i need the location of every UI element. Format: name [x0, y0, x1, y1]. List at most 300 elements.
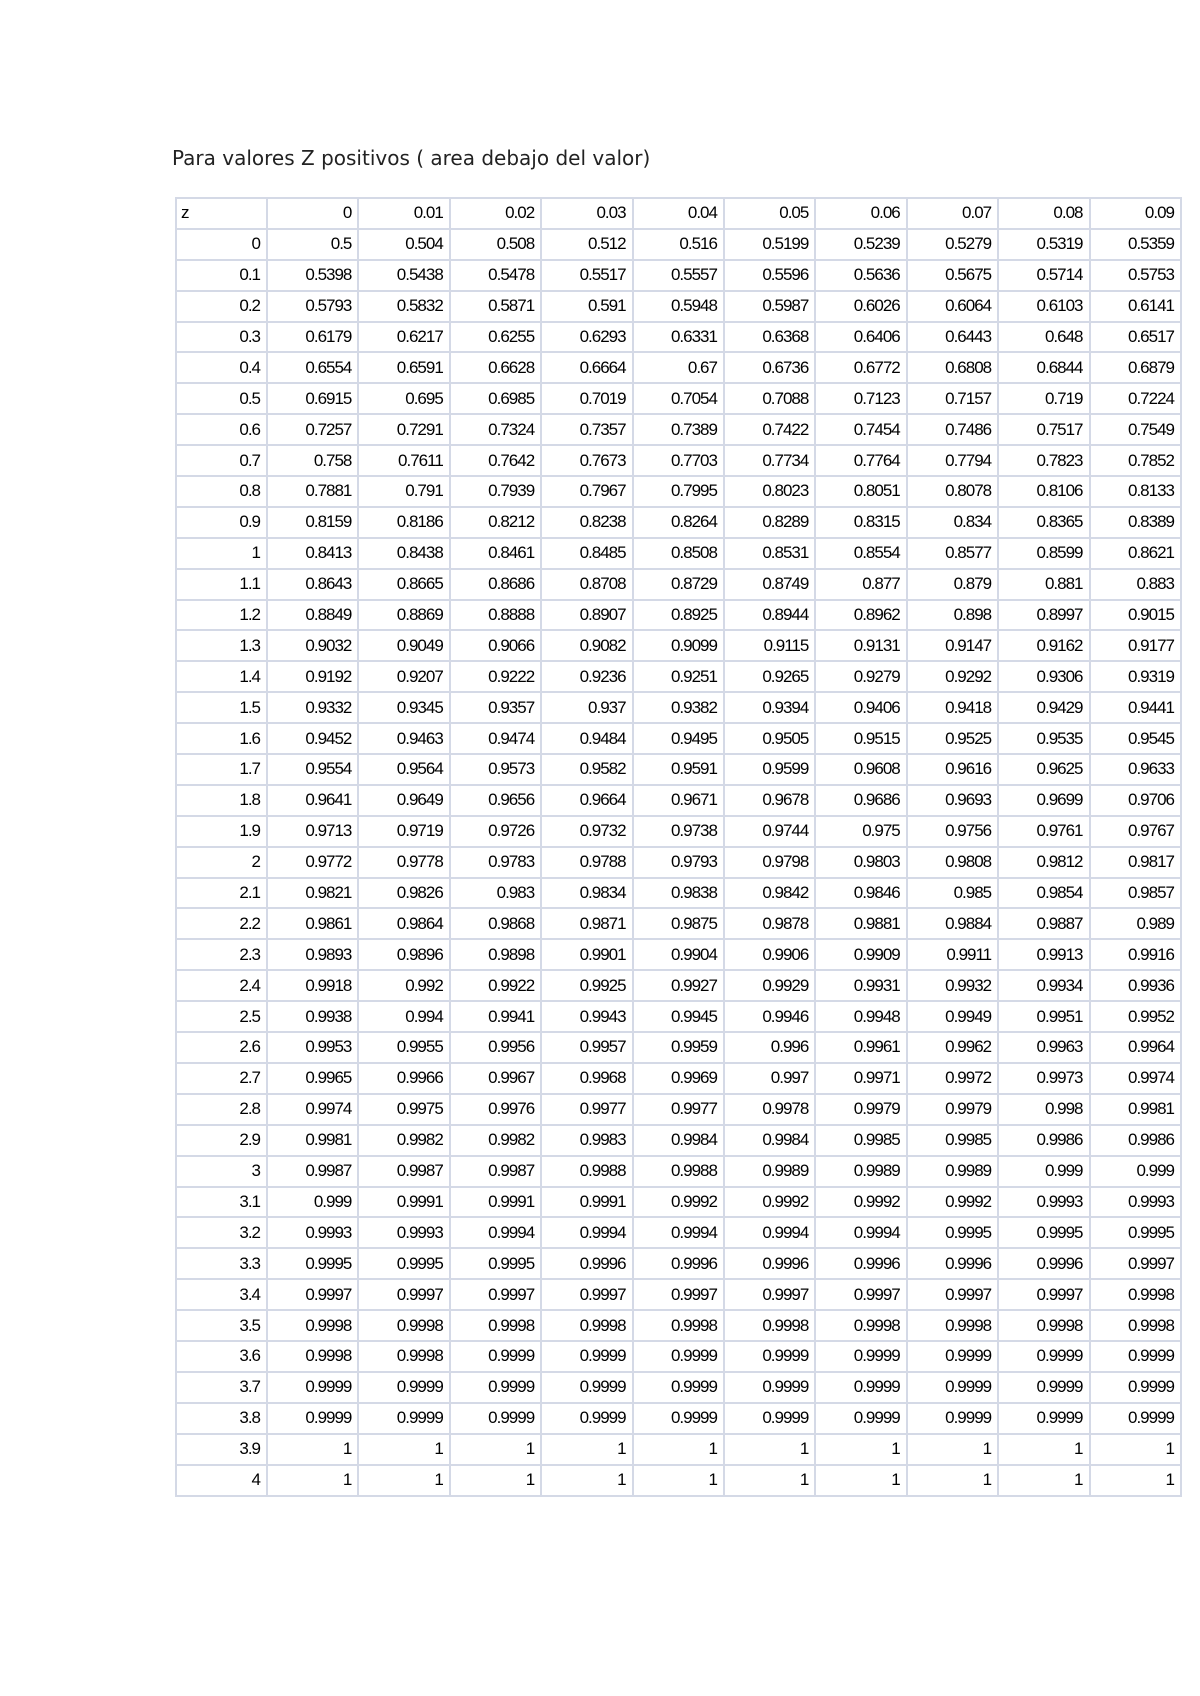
table-cell: 0.9633 [1090, 754, 1181, 785]
table-cell: 0.8365 [998, 507, 1089, 538]
table-cell: 0.9945 [633, 1001, 724, 1032]
table-cell: 0.6736 [724, 352, 815, 383]
table-cell: 0.9929 [724, 970, 815, 1001]
table-cell: 0.648 [998, 322, 1089, 353]
table-cell: 0.9251 [633, 661, 724, 692]
table-cell: 0.7088 [724, 383, 815, 414]
table-cell: 0.9192 [267, 661, 358, 692]
table-cell: 0.8686 [450, 569, 541, 600]
row-z-value: 0.6 [176, 414, 267, 445]
table-cell: 0.9991 [541, 1187, 632, 1218]
table-cell: 0.7517 [998, 414, 1089, 445]
table-cell: 0.9925 [541, 970, 632, 1001]
table-cell: 0.9951 [998, 1001, 1089, 1032]
table-cell: 0.8621 [1090, 538, 1181, 569]
table-cell: 0.9545 [1090, 723, 1181, 754]
table-cell: 0.8106 [998, 476, 1089, 507]
table-cell: 0.9974 [267, 1094, 358, 1125]
row-z-value: 1.3 [176, 630, 267, 661]
table-cell: 0.7454 [815, 414, 906, 445]
table-cell: 0.992 [358, 970, 449, 1001]
table-cell: 0.8238 [541, 507, 632, 538]
table-cell: 0.9988 [633, 1156, 724, 1187]
row-z-value: 2.3 [176, 939, 267, 970]
table-cell: 0.6443 [907, 322, 998, 353]
table-cell: 0.9985 [815, 1125, 906, 1156]
table-cell: 0.9956 [450, 1032, 541, 1063]
table-cell: 1 [541, 1434, 632, 1465]
table-cell: 0.9878 [724, 908, 815, 939]
row-z-value: 2 [176, 847, 267, 878]
table-cell: 0.9991 [450, 1187, 541, 1218]
table-cell: 0.8461 [450, 538, 541, 569]
table-cell: 0.6103 [998, 291, 1089, 322]
table-cell: 0.9976 [450, 1094, 541, 1125]
table-cell: 0.7734 [724, 445, 815, 476]
table-cell: 0.504 [358, 229, 449, 260]
table-row [176, 847, 1181, 878]
table-cell: 0.9941 [450, 1001, 541, 1032]
table-cell: 0.883 [1090, 569, 1181, 600]
table-cell: 0.9918 [267, 970, 358, 1001]
table-cell: 0.9495 [633, 723, 724, 754]
table-cell: 0.9279 [815, 661, 906, 692]
table-cell: 0.9616 [907, 754, 998, 785]
table-cell: 0.9906 [724, 939, 815, 970]
table-cell: 0.7881 [267, 476, 358, 507]
table-cell: 0.9999 [541, 1372, 632, 1403]
table-cell: 0.9996 [907, 1248, 998, 1279]
table-row [176, 1248, 1181, 1279]
table-cell: 0.508 [450, 229, 541, 260]
table-cell: 0.989 [1090, 908, 1181, 939]
table-cell: 0.7642 [450, 445, 541, 476]
table-cell: 0.9997 [724, 1279, 815, 1310]
table-cell: 0.7703 [633, 445, 724, 476]
row-z-value: 2.7 [176, 1063, 267, 1094]
table-cell: 0.9998 [907, 1310, 998, 1341]
table-cell: 0.9952 [1090, 1001, 1181, 1032]
table-cell: 0.9292 [907, 661, 998, 692]
row-z-value: 3.8 [176, 1403, 267, 1434]
table-cell: 0.879 [907, 569, 998, 600]
table-cell: 1 [815, 1465, 906, 1496]
table-cell: 0.9306 [998, 661, 1089, 692]
table-cell: 0.7673 [541, 445, 632, 476]
row-z-value: 4 [176, 1465, 267, 1496]
table-cell: 0.9963 [998, 1032, 1089, 1063]
table-row [176, 1465, 1181, 1496]
table-cell: 0.6141 [1090, 291, 1181, 322]
table-cell: 0.9429 [998, 692, 1089, 723]
table-cell: 0.9957 [541, 1032, 632, 1063]
row-z-value: 2.6 [176, 1032, 267, 1063]
table-cell: 0.9996 [998, 1248, 1089, 1279]
table-row [176, 352, 1181, 383]
table-cell: 0.9982 [450, 1125, 541, 1156]
table-cell: 0.9953 [267, 1032, 358, 1063]
table-cell: 0.8315 [815, 507, 906, 538]
table-cell: 0.9992 [907, 1187, 998, 1218]
table-row [176, 878, 1181, 909]
row-z-value: 0.2 [176, 291, 267, 322]
row-z-value: 1.6 [176, 723, 267, 754]
table-cell: 0.9964 [1090, 1032, 1181, 1063]
table-cell: 0.9999 [998, 1372, 1089, 1403]
table-cell: 0.9943 [541, 1001, 632, 1032]
table-cell: 0.994 [358, 1001, 449, 1032]
table-cell: 0.9854 [998, 878, 1089, 909]
table-cell: 0.5753 [1090, 260, 1181, 291]
table-cell: 0.9936 [1090, 970, 1181, 1001]
table-cell: 0.9996 [724, 1248, 815, 1279]
column-header: 0 [267, 198, 358, 229]
table-cell: 0.9999 [633, 1341, 724, 1372]
table-cell: 0.997 [724, 1063, 815, 1094]
table-cell: 0.9871 [541, 908, 632, 939]
row-z-value: 0.7 [176, 445, 267, 476]
table-cell: 0.9986 [998, 1125, 1089, 1156]
table-cell: 0.9857 [1090, 878, 1181, 909]
table-cell: 0.8944 [724, 600, 815, 631]
row-z-value: 3 [176, 1156, 267, 1187]
table-cell: 0.9066 [450, 630, 541, 661]
table-cell: 0.9982 [358, 1125, 449, 1156]
table-cell: 0.5239 [815, 229, 906, 260]
table-cell: 0.9999 [907, 1403, 998, 1434]
table-cell: 0.7995 [633, 476, 724, 507]
table-cell: 0.998 [998, 1094, 1089, 1125]
column-header: 0.02 [450, 198, 541, 229]
table-cell: 0.9955 [358, 1032, 449, 1063]
table-cell: 0.9984 [633, 1125, 724, 1156]
table-cell: 0.9999 [815, 1372, 906, 1403]
table-cell: 0.8554 [815, 538, 906, 569]
table-row [176, 630, 1181, 661]
row-z-value: 2.9 [176, 1125, 267, 1156]
table-cell: 0.9999 [267, 1372, 358, 1403]
table-cell: 0.9082 [541, 630, 632, 661]
table-cell: 0.9767 [1090, 816, 1181, 847]
table-cell: 1 [815, 1434, 906, 1465]
table-cell: 0.5675 [907, 260, 998, 291]
table-cell: 0.9418 [907, 692, 998, 723]
table-cell: 0.9608 [815, 754, 906, 785]
table-cell: 0.9699 [998, 785, 1089, 816]
table-cell: 0.9999 [724, 1341, 815, 1372]
table-cell: 0.9693 [907, 785, 998, 816]
table-cell: 0.9484 [541, 723, 632, 754]
table-cell: 0.9999 [450, 1372, 541, 1403]
table-cell: 0.9909 [815, 939, 906, 970]
table-cell: 0.9875 [633, 908, 724, 939]
table-cell: 0.9911 [907, 939, 998, 970]
table-cell: 0.8159 [267, 507, 358, 538]
table-cell: 0.5557 [633, 260, 724, 291]
table-cell: 0.8051 [815, 476, 906, 507]
table-cell: 0.9898 [450, 939, 541, 970]
table-cell: 0.6293 [541, 322, 632, 353]
table-cell: 0.8907 [541, 600, 632, 631]
table-cell: 0.9922 [450, 970, 541, 1001]
table-cell: 0.9582 [541, 754, 632, 785]
table-cell: 0.9948 [815, 1001, 906, 1032]
table-row [176, 1094, 1181, 1125]
table-cell: 0.7389 [633, 414, 724, 445]
table-cell: 0.9993 [358, 1217, 449, 1248]
table-row [176, 908, 1181, 939]
table-cell: 0.7939 [450, 476, 541, 507]
table-cell: 0.9625 [998, 754, 1089, 785]
table-cell: 1 [1090, 1434, 1181, 1465]
table-cell: 0.9931 [815, 970, 906, 1001]
row-z-value: 0.8 [176, 476, 267, 507]
table-cell: 0.881 [998, 569, 1089, 600]
row-z-value: 2.8 [176, 1094, 267, 1125]
table-row [176, 445, 1181, 476]
table-cell: 0.6406 [815, 322, 906, 353]
row-z-value: 1.8 [176, 785, 267, 816]
table-cell: 0.6879 [1090, 352, 1181, 383]
table-cell: 0.999 [998, 1156, 1089, 1187]
table-row [176, 260, 1181, 291]
table-cell: 0.7257 [267, 414, 358, 445]
table-cell: 0.9997 [267, 1279, 358, 1310]
table-cell: 1 [358, 1465, 449, 1496]
table-cell: 0.9997 [358, 1279, 449, 1310]
table-cell: 0.6217 [358, 322, 449, 353]
table-cell: 0.9345 [358, 692, 449, 723]
table-cell: 0.9732 [541, 816, 632, 847]
table-cell: 0.9099 [633, 630, 724, 661]
table-cell: 0.5478 [450, 260, 541, 291]
table-cell: 1 [450, 1434, 541, 1465]
table-cell: 0.8078 [907, 476, 998, 507]
table-cell: 0.9999 [633, 1372, 724, 1403]
table-cell: 0.7422 [724, 414, 815, 445]
table-cell: 0.9992 [724, 1187, 815, 1218]
row-z-value: 3.7 [176, 1372, 267, 1403]
table-cell: 0.9998 [358, 1310, 449, 1341]
table-cell: 0.512 [541, 229, 632, 260]
table-row [176, 538, 1181, 569]
table-cell: 0.9599 [724, 754, 815, 785]
table-cell: 0.6664 [541, 352, 632, 383]
table-cell: 0.9965 [267, 1063, 358, 1094]
table-cell: 0.9999 [724, 1372, 815, 1403]
table-cell: 0.8869 [358, 600, 449, 631]
table-cell: 0.9977 [633, 1094, 724, 1125]
table-cell: 0.9966 [358, 1063, 449, 1094]
column-header: 0.04 [633, 198, 724, 229]
table-cell: 0.9834 [541, 878, 632, 909]
table-cell: 0.9332 [267, 692, 358, 723]
table-cell: 0.6844 [998, 352, 1089, 383]
column-header: 0.06 [815, 198, 906, 229]
row-z-value: 2.1 [176, 878, 267, 909]
table-cell: 0.8485 [541, 538, 632, 569]
table-row [176, 569, 1181, 600]
table-cell: 0.9997 [450, 1279, 541, 1310]
row-z-value: 1 [176, 538, 267, 569]
table-cell: 0.8023 [724, 476, 815, 507]
table-cell: 0.9989 [724, 1156, 815, 1187]
table-cell: 0.6064 [907, 291, 998, 322]
table-cell: 1 [724, 1434, 815, 1465]
corner-label: z [176, 198, 267, 229]
table-cell: 0.9812 [998, 847, 1089, 878]
table-cell: 0.5319 [998, 229, 1089, 260]
table-cell: 0.9998 [267, 1341, 358, 1372]
table-cell: 0.9998 [450, 1310, 541, 1341]
table-cell: 0.9842 [724, 878, 815, 909]
table-cell: 0.5714 [998, 260, 1089, 291]
table-cell: 0.9999 [450, 1403, 541, 1434]
table-cell: 0.8438 [358, 538, 449, 569]
table-cell: 0.9656 [450, 785, 541, 816]
column-header: 0.08 [998, 198, 1089, 229]
table-cell: 0.9999 [267, 1403, 358, 1434]
table-cell: 0.7357 [541, 414, 632, 445]
table-cell: 0.9222 [450, 661, 541, 692]
table-cell: 0.9893 [267, 939, 358, 970]
table-cell: 0.6179 [267, 322, 358, 353]
table-cell: 0.9452 [267, 723, 358, 754]
table-cell: 0.9706 [1090, 785, 1181, 816]
table-cell: 0.8665 [358, 569, 449, 600]
table-cell: 0.9998 [815, 1310, 906, 1341]
table-cell: 0.9738 [633, 816, 724, 847]
table-cell: 0.7123 [815, 383, 906, 414]
table-row [176, 1403, 1181, 1434]
table-cell: 0.9756 [907, 816, 998, 847]
table-cell: 0.5438 [358, 260, 449, 291]
table-cell: 0.9967 [450, 1063, 541, 1094]
table-cell: 0.9978 [724, 1094, 815, 1125]
table-cell: 1 [724, 1465, 815, 1496]
table-cell: 0.9474 [450, 723, 541, 754]
table-cell: 0.9927 [633, 970, 724, 1001]
table-cell: 1 [998, 1434, 1089, 1465]
table-row [176, 476, 1181, 507]
row-z-value: 1.5 [176, 692, 267, 723]
table-cell: 0.9987 [450, 1156, 541, 1187]
table-row [176, 692, 1181, 723]
table-cell: 0.9995 [907, 1217, 998, 1248]
table-cell: 0.9934 [998, 970, 1089, 1001]
table-row [176, 1310, 1181, 1341]
table-cell: 0.9788 [541, 847, 632, 878]
table-cell: 0.8925 [633, 600, 724, 631]
table-cell: 0.9987 [267, 1156, 358, 1187]
table-cell: 0.9686 [815, 785, 906, 816]
table-cell: 0.9994 [633, 1217, 724, 1248]
table-cell: 0.9959 [633, 1032, 724, 1063]
column-header: 0.03 [541, 198, 632, 229]
table-cell: 0.6331 [633, 322, 724, 353]
table-cell: 0.9994 [450, 1217, 541, 1248]
table-cell: 0.975 [815, 816, 906, 847]
table-cell: 1 [907, 1434, 998, 1465]
table-cell: 0.9821 [267, 878, 358, 909]
page-title: Para valores Z positivos ( area debajo del valor) [172, 146, 651, 170]
table-cell: 0.9985 [907, 1125, 998, 1156]
row-z-value: 3.9 [176, 1434, 267, 1465]
table-cell: 0.9993 [998, 1187, 1089, 1218]
table-row [176, 383, 1181, 414]
table-cell: 0.9988 [541, 1156, 632, 1187]
table-cell: 0.9999 [1090, 1372, 1181, 1403]
row-z-value: 1.4 [176, 661, 267, 692]
table-cell: 0.9382 [633, 692, 724, 723]
table-cell: 0.9861 [267, 908, 358, 939]
table-cell: 0.9999 [358, 1372, 449, 1403]
table-cell: 1 [633, 1465, 724, 1496]
table-cell: 0.9726 [450, 816, 541, 847]
table-cell: 0.9995 [998, 1217, 1089, 1248]
table-cell: 1 [267, 1434, 358, 1465]
table-cell: 0.9564 [358, 754, 449, 785]
table-cell: 0.9357 [450, 692, 541, 723]
table-cell: 0.719 [998, 383, 1089, 414]
table-cell: 0.9995 [358, 1248, 449, 1279]
table-cell: 0.9999 [541, 1341, 632, 1372]
table-cell: 0.9989 [815, 1156, 906, 1187]
table-cell: 0.9049 [358, 630, 449, 661]
table-cell: 0.7967 [541, 476, 632, 507]
table-cell: 0.9554 [267, 754, 358, 785]
table-cell: 1 [541, 1465, 632, 1496]
table-row [176, 1279, 1181, 1310]
table-cell: 0.8577 [907, 538, 998, 569]
table-row [176, 754, 1181, 785]
row-z-value: 1.2 [176, 600, 267, 631]
table-cell: 0.9979 [815, 1094, 906, 1125]
table-cell: 0.9641 [267, 785, 358, 816]
table-cell: 0.9319 [1090, 661, 1181, 692]
row-z-value: 1.7 [176, 754, 267, 785]
table-cell: 0.9761 [998, 816, 1089, 847]
row-z-value: 3.5 [176, 1310, 267, 1341]
table-cell: 0.5832 [358, 291, 449, 322]
table-cell: 0.9996 [541, 1248, 632, 1279]
table-row [176, 1156, 1181, 1187]
row-z-value: 1.1 [176, 569, 267, 600]
table-cell: 0.9265 [724, 661, 815, 692]
column-header: 0.09 [1090, 198, 1181, 229]
table-cell: 1 [1090, 1465, 1181, 1496]
table-cell: 0.9998 [1090, 1279, 1181, 1310]
row-z-value: 2.2 [176, 908, 267, 939]
table-cell: 0.9817 [1090, 847, 1181, 878]
table-cell: 0.9962 [907, 1032, 998, 1063]
table-cell: 0.5359 [1090, 229, 1181, 260]
table-cell: 0.9406 [815, 692, 906, 723]
table-row [176, 723, 1181, 754]
table-cell: 0.9896 [358, 939, 449, 970]
table-row [176, 322, 1181, 353]
table-cell: 0.9993 [267, 1217, 358, 1248]
table-cell: 0.8888 [450, 600, 541, 631]
table-cell: 0.6255 [450, 322, 541, 353]
table-cell: 0.9946 [724, 1001, 815, 1032]
table-cell: 0.9904 [633, 939, 724, 970]
table-cell: 0.9846 [815, 878, 906, 909]
table-cell: 1 [358, 1434, 449, 1465]
table-cell: 0.9997 [998, 1279, 1089, 1310]
table-cell: 0.9236 [541, 661, 632, 692]
table-cell: 0.9994 [724, 1217, 815, 1248]
